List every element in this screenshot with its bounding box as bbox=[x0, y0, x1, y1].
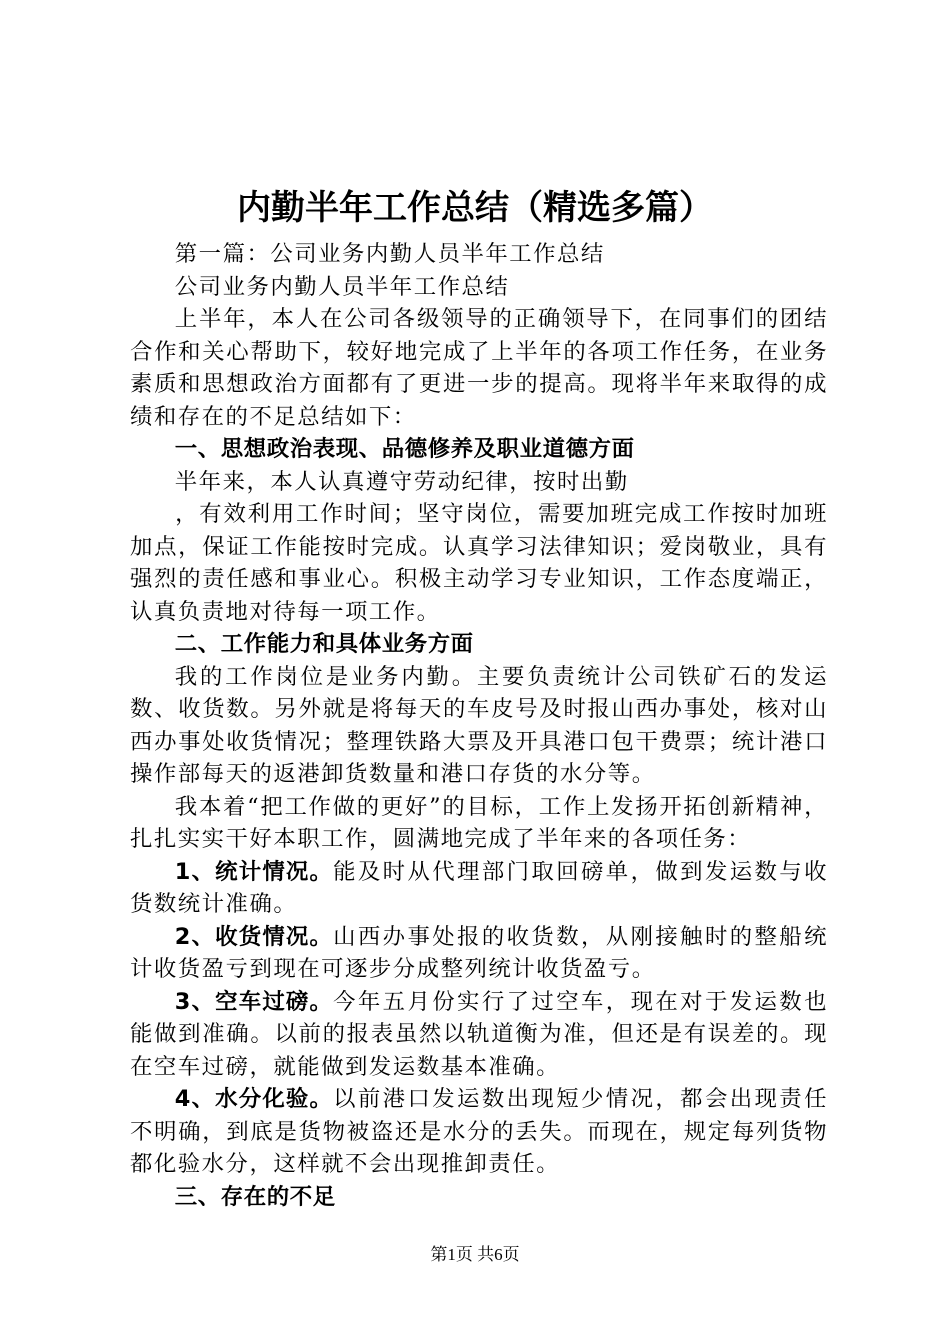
heading-ideology: 一、思想政治表现、品德修养及职业道德方面 bbox=[174, 436, 635, 462]
list-item-moisture-test bbox=[130, 1083, 828, 1181]
page-number-footer: 第1页 共6页 bbox=[430, 1245, 520, 1264]
list-item-receiving bbox=[130, 921, 828, 986]
item-text: 山西办事处报的收货数，从刚接触时的整船统计收货盈亏到现在可逐步分成整列统计收货盈亏。 bbox=[130, 923, 828, 982]
document-body bbox=[130, 238, 828, 1213]
paragraph-goal: 我本着“把工作做的更好”的目标，工作上发扬开拓创新精神，扎扎实实干好本职工作，圆满地完成了半年来的各项任务： bbox=[130, 793, 828, 852]
item-label: 2、收货情况。 bbox=[174, 923, 334, 950]
subtitle: 公司业务内勤人员半年工作总结 bbox=[174, 273, 510, 300]
document-title: 内勤半年工作总结（精选多篇） bbox=[237, 188, 713, 228]
paragraph-attendance: 半年来，本人认真遵守劳动纪律，按时出勤 bbox=[174, 468, 629, 495]
item-label: 1、统计情况。 bbox=[174, 858, 334, 885]
item-label: 3、空车过磅。 bbox=[174, 988, 334, 1015]
paragraph-job-duties: 我的工作岗位是业务内勤。主要负责统计公司铁矿石的发运数、收货数。另外就是将每天的车皮号及时报山西办事处，核对山西办事处收货情况；整理铁路大票及开具港口包干费票；统计港口操作部每天的返港卸货数量和港口存货的水分等。 bbox=[130, 663, 828, 787]
item-label: 4、水分化验。 bbox=[174, 1086, 334, 1112]
heading-work-ability: 二、工作能力和具体业务方面 bbox=[174, 631, 474, 657]
item-text: 今年五月份实行了过空车，现在对于发运数也能做到准确。以前的报表虽然以轨道衡为准，但还是有误差的。现在空车过磅，就能做到发运数基本准确。 bbox=[130, 988, 828, 1080]
list-item-weighing bbox=[130, 986, 828, 1084]
intro-paragraph: 上半年，本人在公司各级领导的正确领导下，在同事们的团结合作和关心帮助下，较好地完成了上半年的各项工作任务，在业务素质和思想政治方面都有了更进一步的提高。现将半年来取得的成绩和存在的不足总结如下： bbox=[130, 306, 828, 430]
paragraph-work-attitude: ，有效利用工作时间；坚守岗位，需要加班完成工作按时加班加点，保证工作能按时完成。认真学习法律知识；爱岗敬业，具有强烈的责任感和事业心。积极主动学习专业知识，工作态度端正，认真负责地对待每一项工作。 bbox=[130, 501, 828, 625]
item-text: 以前港口发运数出现短少情况，都会出现责任不明确，到底是货物被盗还是水分的丢失。而现在，规定每列货物都化验水分，这样就不会出现推卸责任。 bbox=[130, 1086, 828, 1177]
heading-shortcomings: 三、存在的不足 bbox=[174, 1183, 336, 1210]
section-heading-part-one: 第一篇：公司业务内勤人员半年工作总结 bbox=[174, 241, 605, 267]
list-item-statistics bbox=[130, 856, 828, 921]
item-text: 能及时从代理部门取回磅单，做到发运数与收货数统计准确。 bbox=[130, 858, 828, 917]
